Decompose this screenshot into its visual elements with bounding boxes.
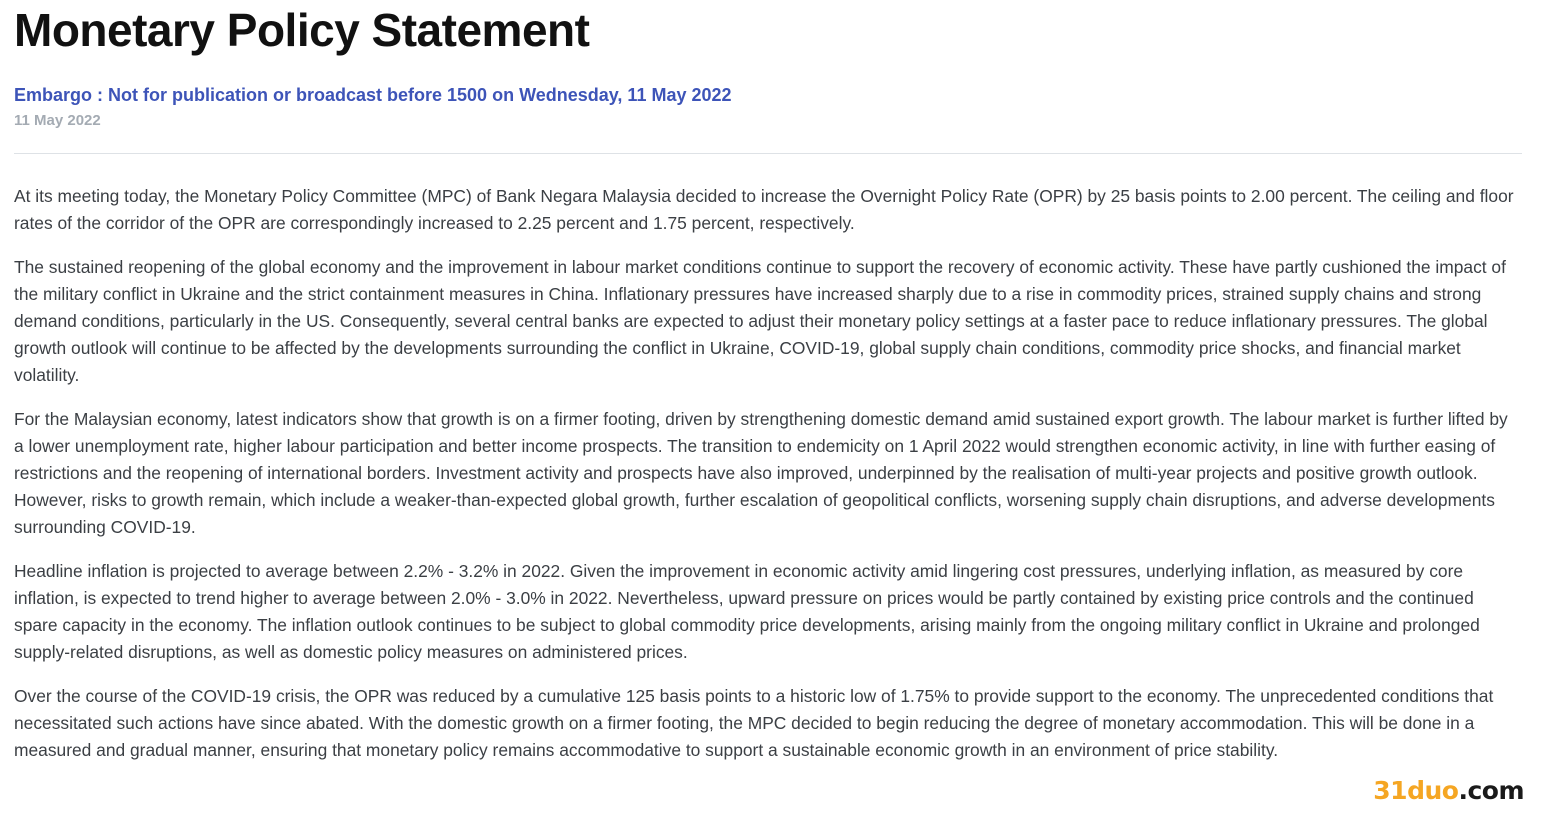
paragraph: Headline inflation is projected to average between 2.2% - 3.2% in 2022. Given the improvement in economic activity amid lingering cost pressures, underlying inflation, as measured by core inflation, is expected to trend higher to average between 2.0% - 3.0% in 2022. Nevertheless, upward pressure on prices would be partly contained by existing price controls and the continued spare capacity in the economy. The inflation outlook continues to be subject to global commodity price developments, arising mainly from the ongoing military conflict in Ukraine and prolonged supply-related disruptions, as well as domestic policy measures on administered prices. [14, 561, 1480, 662]
watermark-brand: 31duo [1373, 776, 1459, 805]
paragraph: Over the course of the COVID-19 crisis, the OPR was reduced by a cumulative 125 basis points to a historic low of 1.75% to provide support to the economy. The unprecedented conditions that necessitated such actions have since abated. With the domestic growth on a firmer footing, the MPC decided to begin reducing the degree of monetary accommodation. This will be done in a measured and gradual manner, ensuring that monetary policy remains accommodative to support a sustainable economic growth in an environment of price stability. [14, 686, 1494, 760]
statement-body [14, 183, 1522, 764]
page-title: Monetary Policy Statement [14, 4, 590, 56]
header-divider [14, 153, 1522, 154]
paragraph: At its meeting today, the Monetary Policy Committee (MPC) of Bank Negara Malaysia decided to increase the Overnight Policy Rate (OPR) by 25 basis points to 2.00 percent. The ceiling and floor rates of the corridor of the OPR are correspondingly increased to 2.25 percent and 1.75 percent, respectively. [14, 186, 1514, 233]
statement-page [14, 0, 1522, 781]
watermark-domain: .com [1458, 776, 1524, 805]
paragraph: For the Malaysian economy, latest indicators show that growth is on a firmer footing, driven by strengthening domestic demand amid sustained export growth. The labour market is further lifted by a lower unemployment rate, higher labour participation and better income prospects. The transition to endemicity on 1 April 2022 would strengthen economic activity, in line with further easing of restrictions and the reopening of international borders. Investment activity and prospects have also improved, underpinned by the realisation of multi-year projects and positive growth outlook. However, risks to growth remain, which include a weaker-than-expected global growth, further escalation of geopolitical conflicts, worsening supply chain disruptions, and adverse developments surrounding COVID-19. [14, 409, 1508, 537]
paragraph: The sustained reopening of the global economy and the improvement in labour market conditions continue to support the recovery of economic activity. These have partly cushioned the impact of the military conflict in Ukraine and the strict containment measures in China. Inflationary pressures have increased sharply due to a rise in commodity prices, strained supply chains and strong demand conditions, particularly in the US. Consequently, several central banks are expected to adjust their monetary policy settings at a faster pace to reduce inflationary pressures. The global growth outlook will continue to be affected by the developments surrounding the conflict in Ukraine, COVID-19, global supply chain conditions, commodity price shocks, and financial market volatility. [14, 257, 1506, 385]
site-watermark [1373, 777, 1524, 805]
embargo-notice: Embargo : Not for publication or broadcast before 1500 on Wednesday, 11 May 2022 [14, 85, 732, 105]
publish-date: 11 May 2022 [14, 112, 101, 129]
